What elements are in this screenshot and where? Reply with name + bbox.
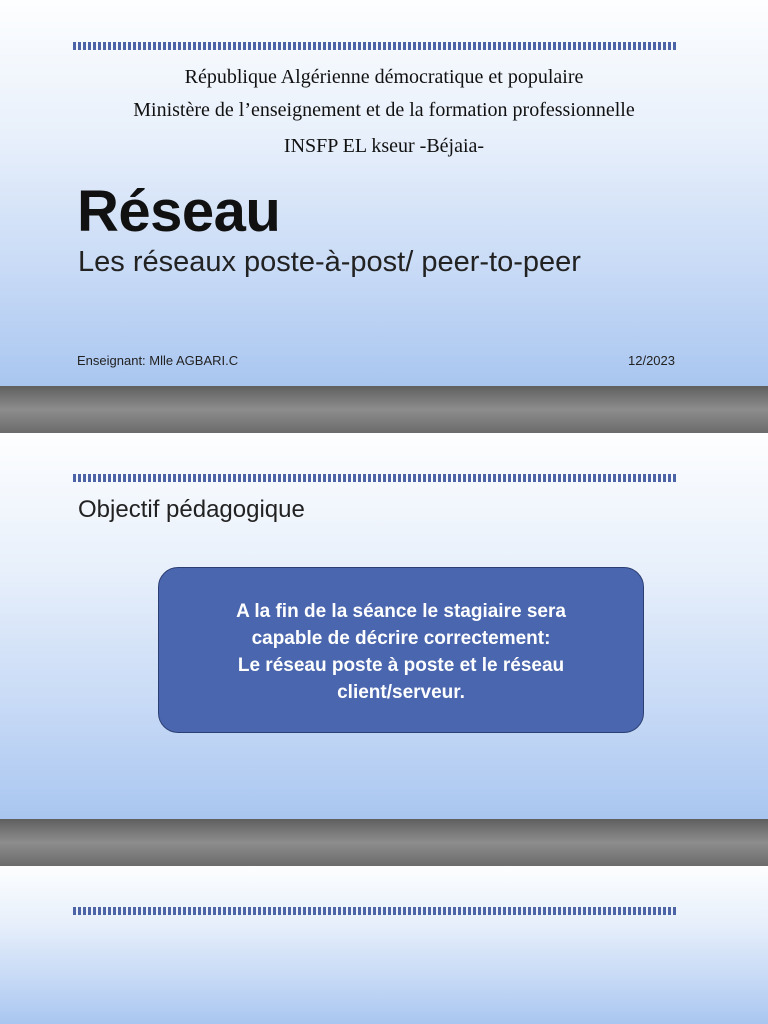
section-title: Objectif pédagogique [78, 496, 305, 523]
slide-title: Réseau [77, 179, 281, 244]
slide-separator [0, 819, 768, 866]
teacher-label: Enseignant: Mlle AGBARI.C [77, 353, 239, 368]
date-label: 12/2023 [628, 353, 675, 368]
objective-line: client/serveur. [337, 682, 465, 703]
header-line-republic: République Algérienne démocratique et populaire [184, 66, 584, 88]
dashed-divider [73, 474, 676, 482]
slide-1 [0, 0, 768, 386]
objective-line: A la fin de la séance le stagiaire sera [236, 601, 566, 622]
header-line-ministry: Ministère de l’enseignement et de la formation professionnelle [133, 99, 635, 121]
objective-box [158, 567, 644, 733]
objective-line: capable de décrire correctement: [251, 628, 551, 649]
objective-line: Le réseau poste à poste et le réseau [237, 655, 565, 676]
slide-subtitle: Les réseaux poste-à-post/ peer-to-peer [78, 246, 581, 278]
dashed-divider [73, 42, 676, 50]
slide-2 [0, 433, 768, 819]
header-line-institute: INSFP EL kseur -Béjaia- [283, 135, 485, 157]
slide-3 [0, 866, 768, 1024]
slide-separator [0, 386, 768, 433]
dashed-divider [73, 907, 676, 915]
